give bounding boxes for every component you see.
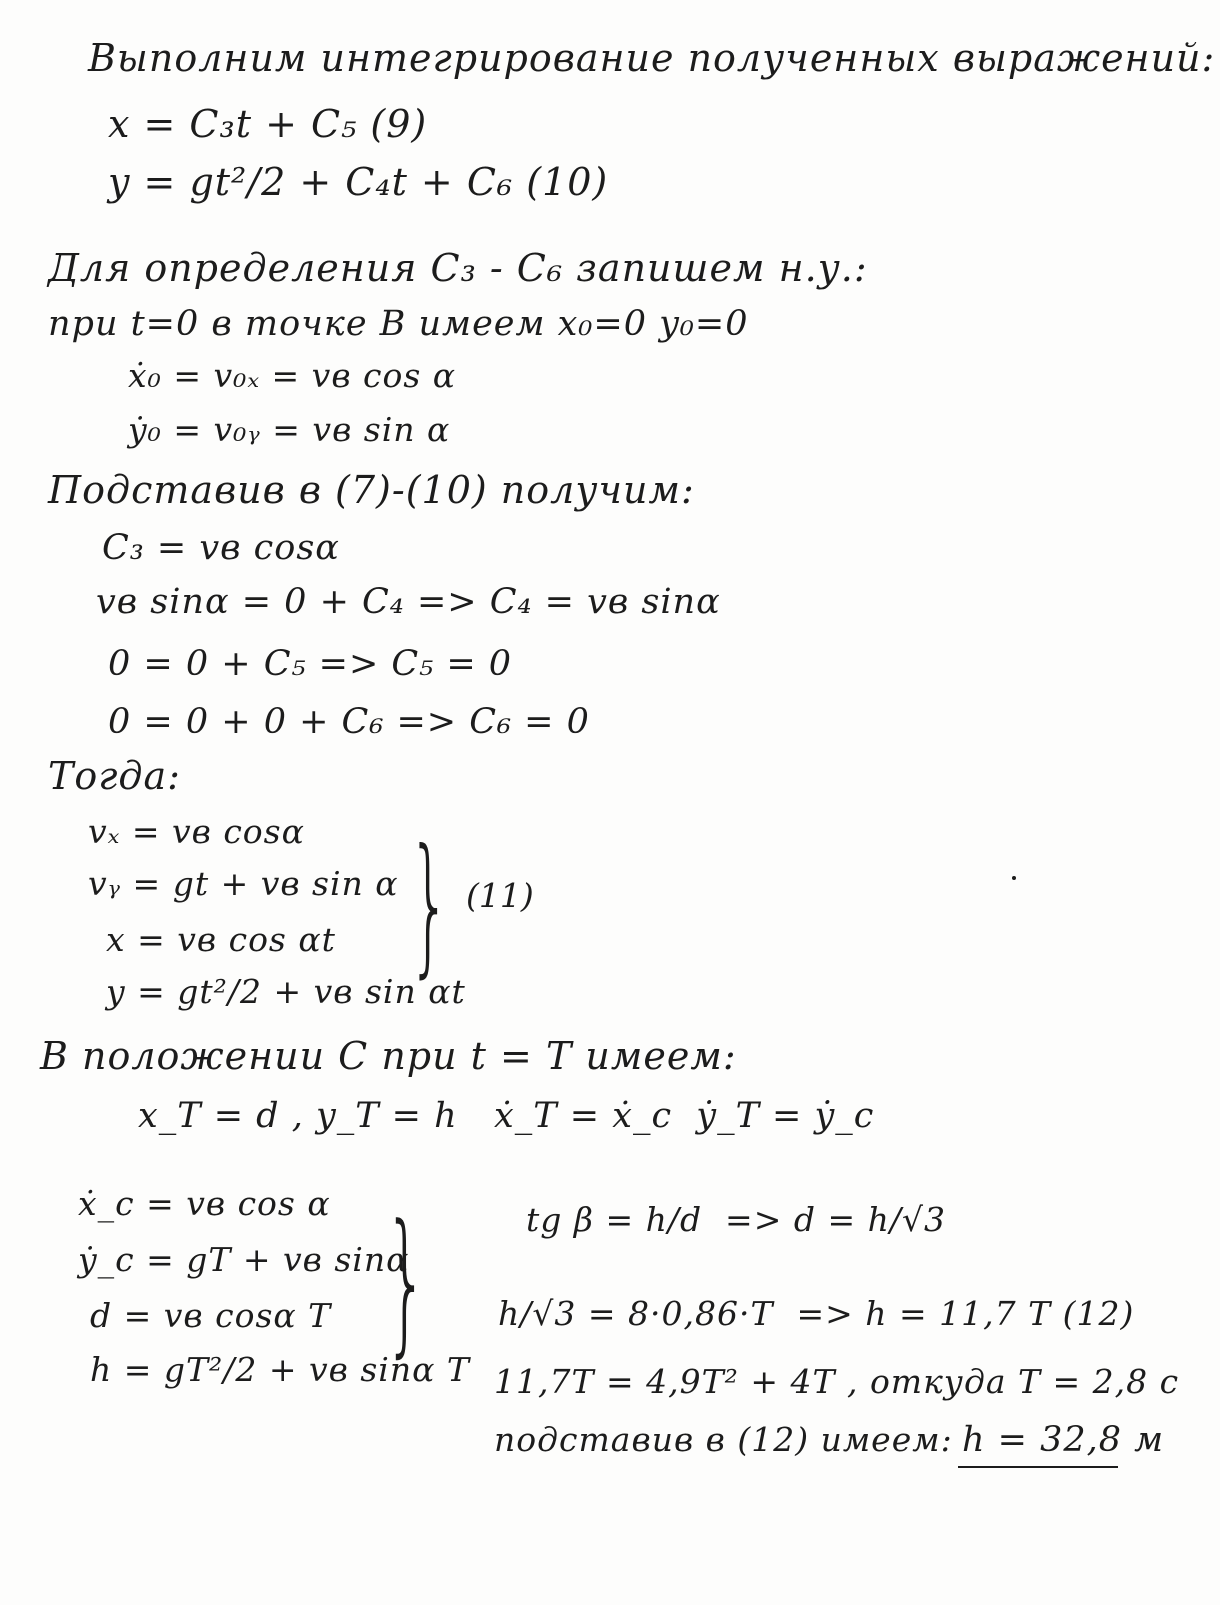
- equation-10: y = gt²/2 + C₄t + C₆ (10): [108, 160, 609, 204]
- constant-c4: vв sinα = 0 + C₄ => C₄ = vв sinα: [96, 582, 721, 622]
- system-11-vy: vᵧ = gt + vв sin α: [88, 864, 399, 903]
- position-c-conditions: x_T = d , y_T = h ẋ_T = ẋ_c ẏ_T = ẏ_c: [138, 1096, 875, 1136]
- intro-line: Выполним интегрирование полученных выражений:: [88, 36, 1216, 80]
- time-solution: 11,7T = 4,9T² + 4T , откуда T = 2,8 c: [494, 1362, 1180, 1401]
- then-label: Тогда:: [48, 754, 181, 798]
- constant-c3: C₃ = vв cosα: [102, 528, 340, 568]
- system-c-brace: }: [384, 1191, 429, 1372]
- constant-c5: 0 = 0 + C₅ => C₅ = 0: [108, 644, 513, 684]
- system-c-h: h = gT²/2 + vв sinα T: [90, 1350, 470, 1389]
- final-substitution: подставив в (12) имеем:: [494, 1420, 953, 1459]
- system-11-y: y = gt²/2 + vв sin αt: [106, 972, 466, 1011]
- system-c-vy: ẏ_c = gT + vв sinα: [78, 1240, 410, 1279]
- system-11-vx: vₓ = vв cosα: [88, 812, 305, 851]
- system-11-brace: }: [408, 818, 451, 992]
- initial-conditions-line: при t=0 в точке B имеем x₀=0 y₀=0: [48, 304, 749, 344]
- system-11-x: x = vв cos αt: [106, 920, 336, 959]
- initial-velocity-x: ẋ₀ = v₀ₓ = vв cos α: [128, 356, 457, 395]
- initial-conditions-heading: Для определения C₃ - C₆ запишем н.у.:: [48, 246, 868, 290]
- tangent-relation: tg β = h/d => d = h/√3: [526, 1200, 946, 1239]
- system-c-vx: ẋ_c = vв cos α: [78, 1184, 331, 1223]
- answer-underline: [958, 1466, 1118, 1468]
- system-c-d: d = vв cosα T: [90, 1296, 332, 1335]
- paper-speck: [1012, 876, 1016, 880]
- height-time-relation: h/√3 = 8·0,86·T => h = 11,7 T (12): [498, 1294, 1135, 1333]
- equation-number-11: (11): [466, 876, 534, 915]
- constant-c6: 0 = 0 + 0 + C₆ => C₆ = 0: [108, 702, 590, 742]
- substitution-heading: Подставив в (7)-(10) получим:: [48, 468, 695, 512]
- final-answer: h = 32,8 м: [962, 1420, 1165, 1460]
- equation-9: x = C₃t + C₅ (9): [108, 102, 428, 146]
- position-c-heading: В положении C при t = T имеем:: [40, 1034, 737, 1078]
- initial-velocity-y: ẏ₀ = v₀ᵧ = vв sin α: [128, 410, 451, 449]
